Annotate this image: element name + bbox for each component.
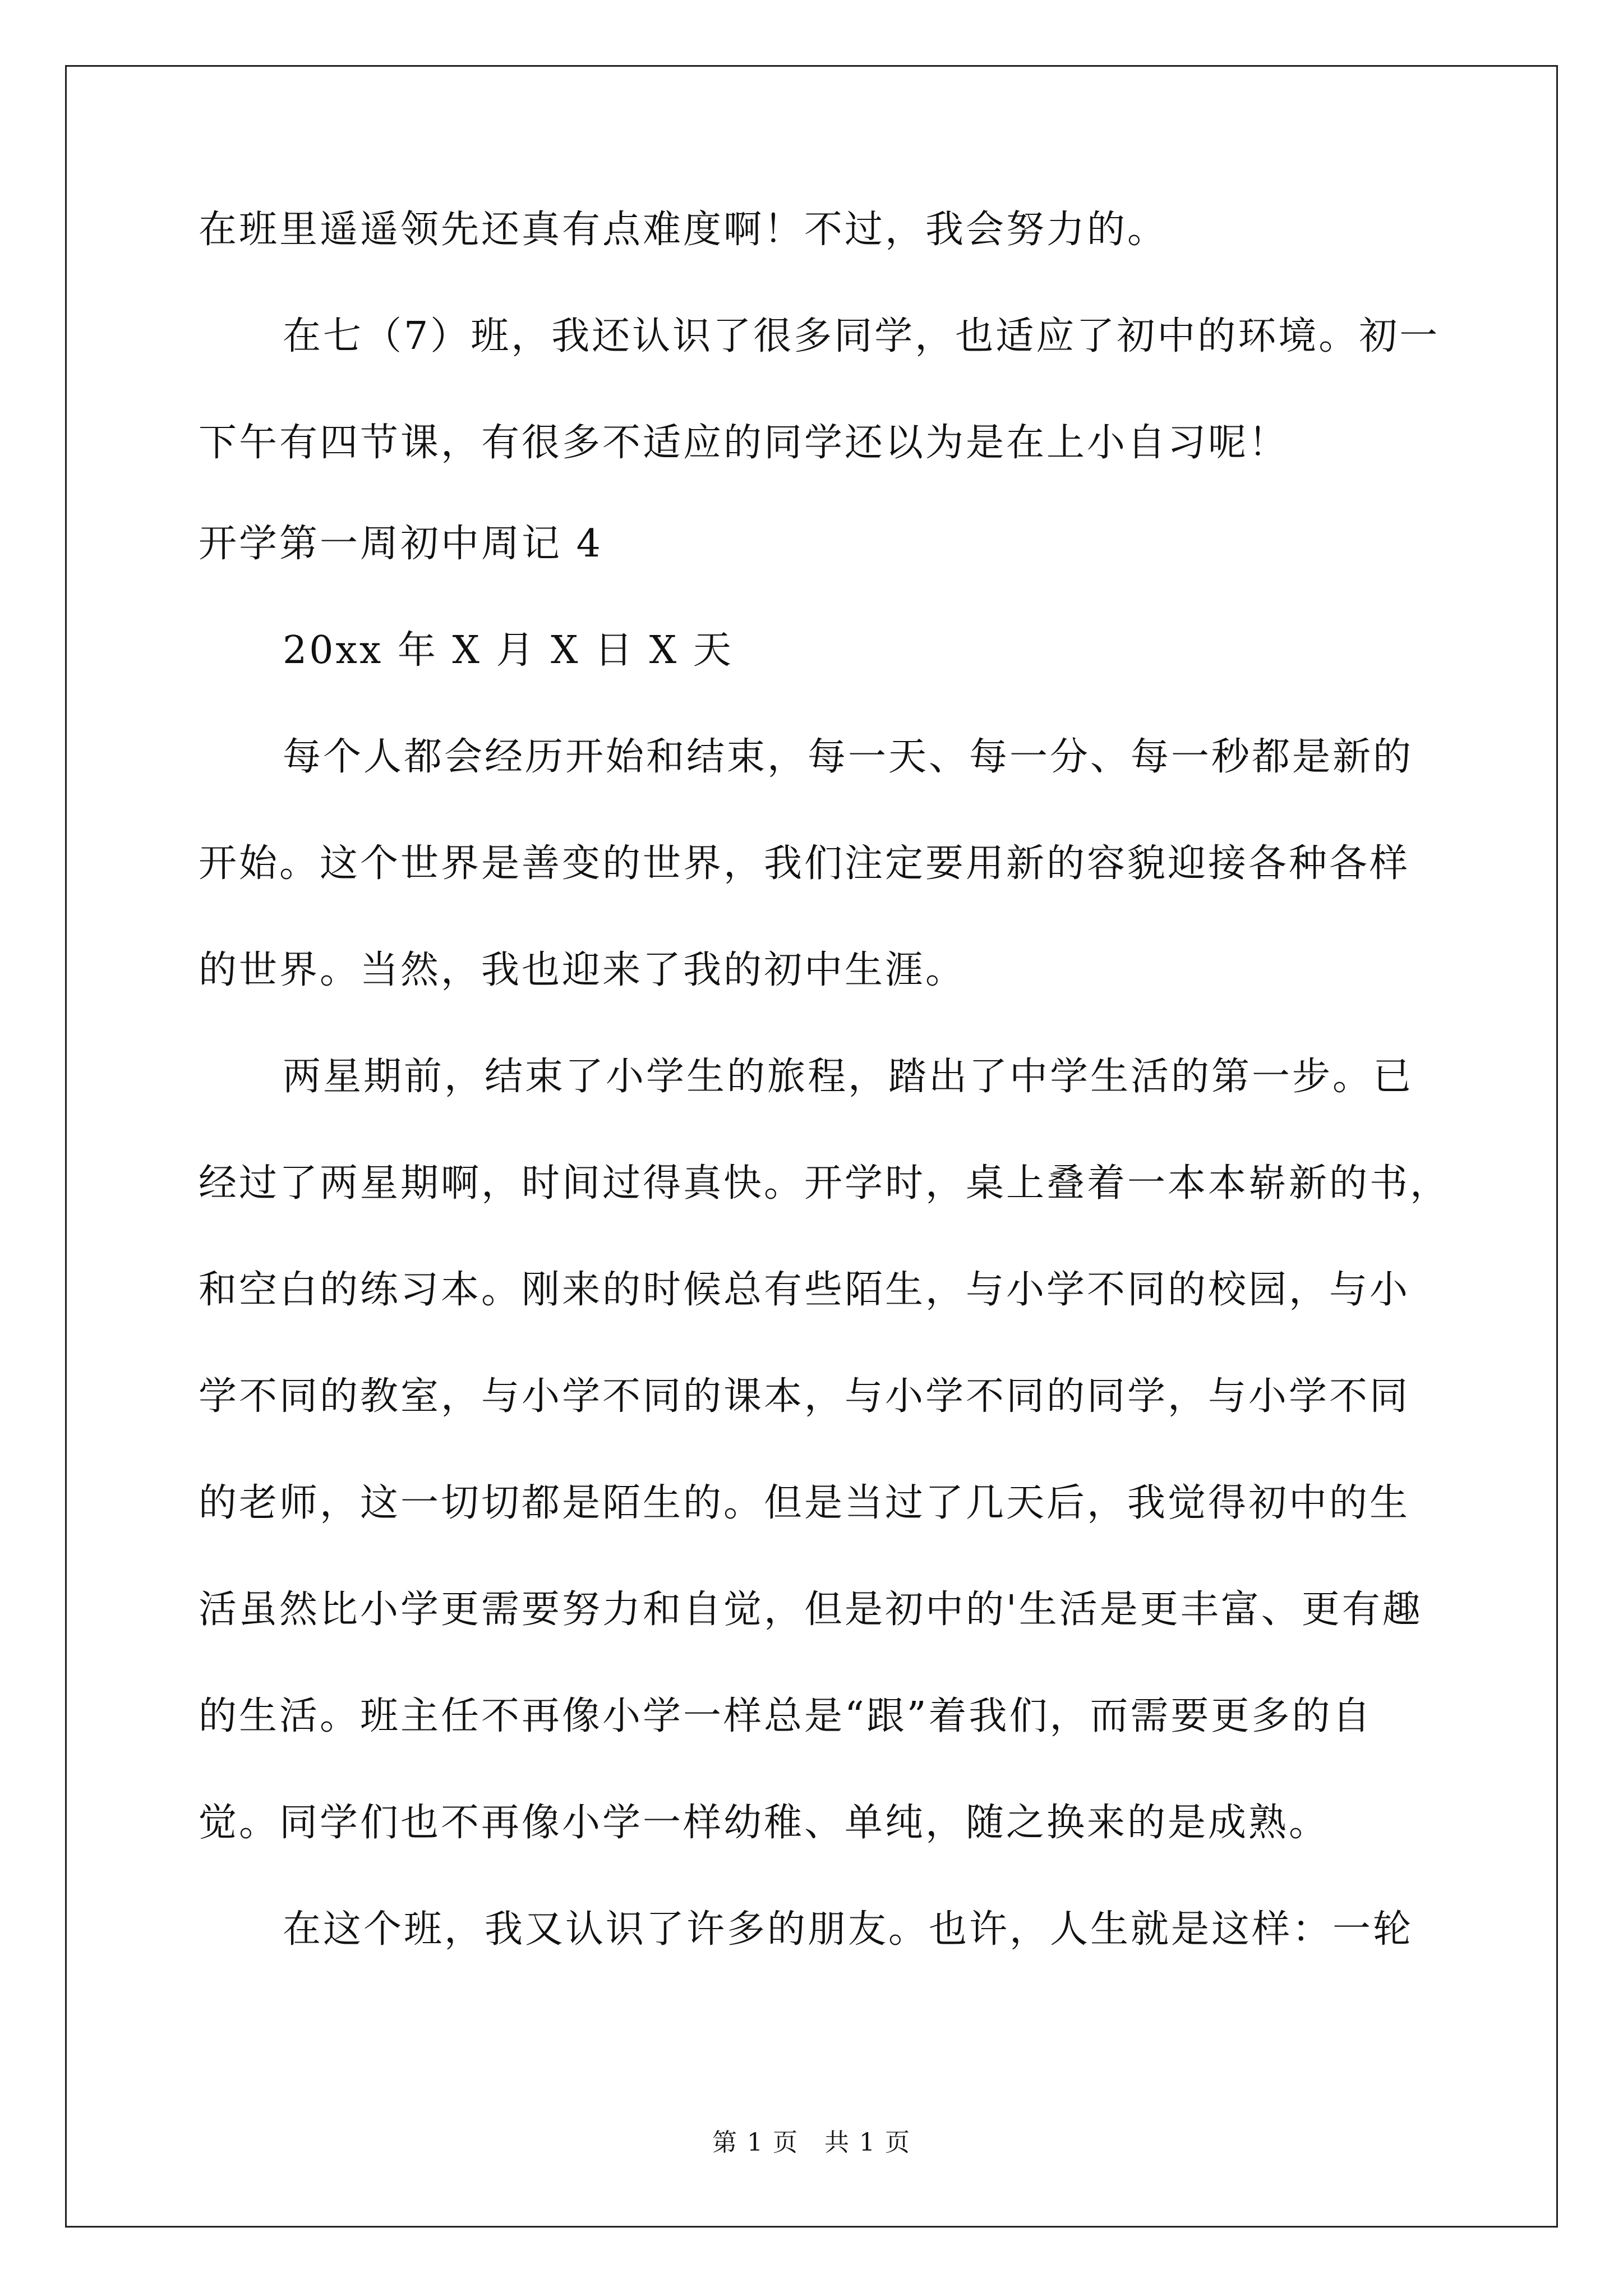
text-line: 经过了两星期啊，时间过得真快。开学时，桌上叠着一本本崭新的书，: [199, 1161, 1451, 1205]
text-line: 学不同的教室，与小学不同的课本，与小学不同的同学，与小学不同: [199, 1374, 1410, 1419]
paragraph-start-line: 在这个班，我又认识了许多的朋友。也许，人生就是这样：一轮: [283, 1907, 1414, 1952]
paragraph-start-line: 每个人都会经历开始和结束，每一天、每一分、每一秒都是新的: [283, 735, 1414, 779]
page-footer: 第 1 页 共 1 页: [712, 2128, 911, 2157]
text-line: 觉。同学们也不再像小学一样幼稚、单纯，随之换来的是成熟。: [199, 1801, 1330, 1845]
text-line: 开始。这个世界是善变的世界，我们注定要用新的容貌迎接各种各样: [199, 841, 1410, 886]
text-line: 下午有四节课，有很多不适应的同学还以为是在上小自习呢！: [199, 421, 1289, 465]
text-line: 的老师，这一切切都是陌生的。但是当过了几天后，我觉得初中的生: [199, 1481, 1410, 1525]
text-line: 在班里遥遥领先还真有点难度啊！不过，我会努力的。: [199, 208, 1168, 252]
paragraph-start-line: 在七（7）班，我还认识了很多同学，也适应了初中的环境。初一: [283, 314, 1440, 358]
text-line: 的世界。当然，我也迎来了我的初中生涯。: [199, 948, 966, 992]
section-heading: 开学第一周初中周记 4: [199, 522, 603, 566]
text-line: 的生活。班主任不再像小学一样总是“跟”着我们，而需要更多的自: [199, 1694, 1373, 1738]
text-line: 和空白的练习本。刚来的时候总有些陌生，与小学不同的校园，与小: [199, 1268, 1410, 1312]
text-line: 活虽然比小学更需要努力和自觉，但是初中的'生活是更丰富、更有趣: [199, 1588, 1423, 1632]
paragraph-start-line: 两星期前，结束了小学生的旅程，踏出了中学生活的第一步。已: [283, 1055, 1414, 1099]
date-line: 20xx 年 X 月 X 日 X 天: [283, 628, 734, 673]
